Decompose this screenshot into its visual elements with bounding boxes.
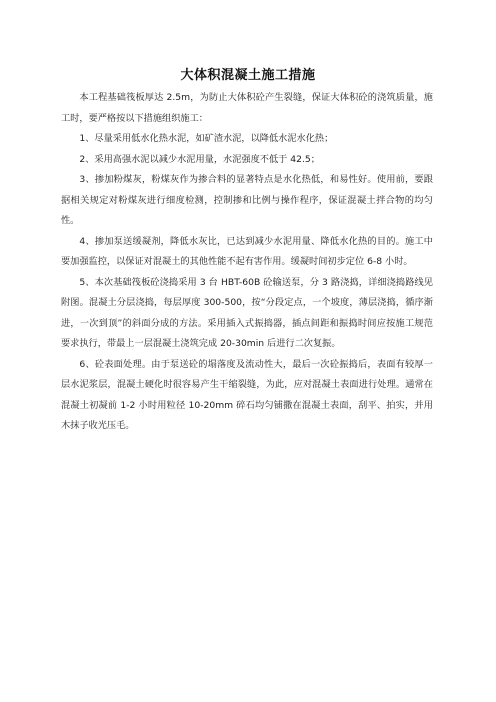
measure-item-6: 6、砼表面处理。由于泵送砼的塌落度及流动性大，最后一次砼振捣后，表面有较厚一层水泥浆层，混凝土硬化时很容易产生干缩裂缝，为此，应对混凝土表面进行处理。通常在混凝土初凝前 1-2 小时用粒径 10-20mm 碎石均匀铺撒在混凝土表面，刮平、拍实，并用木抹子收光压毛。 <box>61 358 433 431</box>
measure-item-5: 5、本次基础筏板砼浇捣采用 3 台 HBT-60B 砼输送泵，分 3 路浇捣，详细浇捣路线见附图。混凝土分层浇捣，每层厚度 300-500，按“分段定点，一个坡度，薄层浇捣，循序渐进，一次到顶”的斜面分成的方法。采用插入式振捣器，插点间距和振捣时间应按施工规范要求执行，带最上一层混凝土浇筑完成 20-30min 后进行二次复振。 <box>61 276 433 349</box>
document-body <box>61 88 433 437</box>
measure-item-4: 4、掺加泵送缓凝剂，降低水灰比，已达到减少水泥用量、降低水化热的目的。施工中要加强监控，以保证对混凝土的其他性能不起有害作用。缓凝时间初步定位 6-8 小时。 <box>61 235 433 267</box>
intro-paragraph: 本工程基础筏板厚达 2.5m，为防止大体积砼产生裂缝，保证大体积砼的浇筑质量，施工时，要严格按以下措施组织施工： <box>61 92 433 124</box>
measure-item-3: 3、掺加粉煤灰，粉煤灰作为掺合料的显著特点是水化热低，和易性好。使用前，要跟据相关规定对粉煤灰进行细度检测，控制掺和比例与操作程序，保证混凝土拌合物的均匀性。 <box>61 174 433 226</box>
measure-item-1: 1、尽量采用低水化热水泥，如矿渣水泥，以降低水泥水化热； <box>79 133 334 144</box>
measure-item-2: 2、采用高强水泥以减少水泥用量，水泥强度不低于 42.5； <box>79 153 320 165</box>
document-title: 大体积混凝土施工措施 <box>180 68 316 83</box>
